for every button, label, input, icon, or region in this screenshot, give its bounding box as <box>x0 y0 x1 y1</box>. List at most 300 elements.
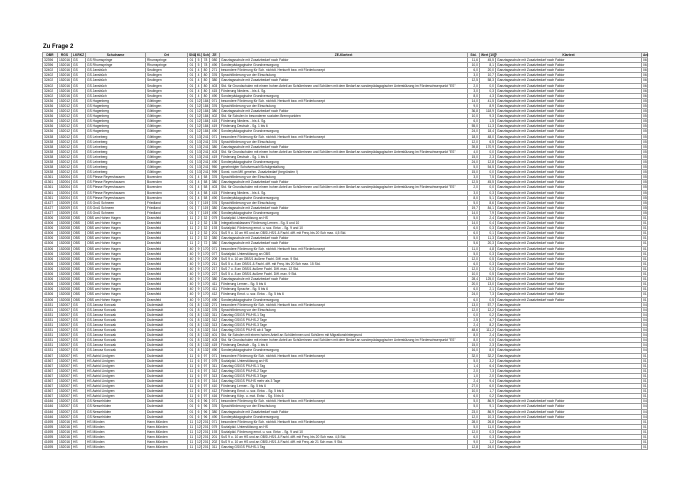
table-cell: 27,0 <box>468 384 480 389</box>
table-cell: OBS <box>72 266 86 271</box>
table-cell: Ganztagsschule mit Zusatzbedarf nach Faktor <box>496 409 642 414</box>
table-cell: HS <box>72 363 86 368</box>
table-cell: 1,2 <box>480 440 496 445</box>
sheet-title: Zu Frage 2 <box>43 44 74 50</box>
table-cell: 32396 <box>43 63 58 68</box>
table-cell: 11 <box>188 353 196 358</box>
table-cell: Duderstadt <box>146 363 188 368</box>
table-cell: 132 <box>203 302 209 307</box>
table-cell: 9,0 <box>468 440 480 445</box>
table-cell: 05 <box>643 114 647 119</box>
table-cell: GS <box>72 180 86 185</box>
table-cell: HS <box>72 429 86 434</box>
table-cell: Friedland <box>146 210 188 215</box>
table-cell: Sonderpädagogische Grundversorgung <box>220 129 468 134</box>
table-cell: Förderung Körp. u. mot. Entw. - Sg. 5 bis 6 <box>220 394 468 399</box>
table-cell: 152007 <box>59 358 71 363</box>
table-cell: 41567 <box>43 379 58 384</box>
table-cell: 01 <box>188 404 196 409</box>
table-cell: 32436 <box>43 109 58 114</box>
table-cell: GS <box>72 312 86 317</box>
table-cell: 05 <box>643 190 647 195</box>
table-cell: Sprachförderung vor der Einschulung <box>220 200 468 205</box>
table-cell: Göttingen <box>146 114 188 119</box>
table-cell: HS Münden <box>86 445 146 450</box>
table-cell: 14,0 <box>468 210 480 215</box>
table-cell: 41567 <box>43 358 58 363</box>
table-cell: Ganztag GS/GS Pfl./HS-3 Tage <box>220 373 468 378</box>
table-cell: 111,2 <box>480 328 496 333</box>
table-cell: 0,0 <box>480 170 496 175</box>
table-cell: 13,0 <box>468 302 480 307</box>
table-cell: Duderstadt <box>146 322 188 327</box>
table-cell: 01 <box>188 83 196 88</box>
table-cell: Ganztag GS/GS Pfl./HS-3 Tage <box>220 322 468 327</box>
table-cell: GS <box>72 205 86 210</box>
table-cell: 01 <box>188 78 196 83</box>
table-cell: 201 <box>210 231 220 236</box>
table-cell: 152008 <box>59 221 71 226</box>
table-cell: Std. für Grundschulen mit einem hohen Anteil an Schülerinnen und Schülern mit dem Bedarf an sonderpädagogischer Unterstützung im Förderschwerpunkt "ES" <box>220 338 468 343</box>
table-cell: GS Groß Schneen <box>86 200 146 205</box>
table-cell: GS <box>72 200 86 205</box>
table-cell: Ganztagsschule mit Zusatzbedarf nach Faktor <box>496 58 642 63</box>
table-cell: Ganztagsschule mit Zusatzbedarf nach Faktor <box>496 129 642 134</box>
table-cell: 05 <box>643 200 647 205</box>
table-cell: GS Jansbüch <box>86 73 146 78</box>
table-cell: GS <box>72 93 86 98</box>
table-cell: OBS <box>72 261 86 266</box>
table-cell: 41,5 <box>480 98 496 103</box>
table-cell: 132 <box>203 317 209 322</box>
table-cell: 6 <box>196 379 202 384</box>
table-cell: Ganztagsschule mit Zusatzbedarf nach Faktor <box>496 287 642 292</box>
table-cell: 9 <box>196 266 202 271</box>
table-cell: Ganztagsschule <box>496 312 642 317</box>
table-cell: 41531 <box>43 322 58 327</box>
table-cell: 01 <box>643 241 647 246</box>
table-cell: GS Hagenberg <box>86 129 146 134</box>
table-cell: Ganztagsschule <box>496 379 642 384</box>
table-cell: GS Hagenberg <box>86 98 146 103</box>
table-cell: 9 <box>196 251 202 256</box>
table-cell: 45,5 <box>480 58 496 63</box>
table-cell: besondere Förderung für Sch. nichtdt. Herkunft bzw. mit Förderkonzept <box>220 399 468 404</box>
table-cell: Ganztagsschule mit Zusatzbedarf nach Faktor <box>496 292 642 297</box>
table-cell: 376 <box>210 73 220 78</box>
table-cell: 01 <box>188 322 196 327</box>
table-cell: 0,4 <box>480 221 496 226</box>
table-cell: 3,0 <box>468 190 480 195</box>
table-cell: SuS 9 u. 10 an HS und an OBS/-HS/1 & Fachl. diff. mit Freq. ab 21 Sch max. 9 Std. <box>220 440 468 445</box>
table-cell: OBS am Hohen Hagen <box>86 292 146 297</box>
table-cell: Sprachförderung vor der Einschulung <box>220 73 468 78</box>
table-cell: 01 <box>188 180 196 185</box>
table-cell: 06 <box>643 63 647 68</box>
table-cell: 9 <box>196 297 202 302</box>
table-cell: 201 <box>203 429 209 434</box>
table-cell: 152012 <box>59 165 71 170</box>
table-cell: 41361 <box>43 195 58 200</box>
table-cell: Ganztagsschule mit Zusatzbedarf nach Faktor <box>220 180 468 185</box>
table-cell: Förderung Nieders. - bis 4. Sg. <box>220 88 468 93</box>
table-cell: 402 <box>210 114 220 119</box>
table-cell: 41506 <box>43 226 58 231</box>
table-cell: 152007 <box>59 302 71 307</box>
table-cell: 170 <box>203 272 209 277</box>
table-cell: 06 <box>643 88 647 93</box>
table-cell: Ganztagsschule mit Zusatzbedarf nach Faktor <box>220 144 468 149</box>
table-cell: 170 <box>203 246 209 251</box>
table-cell: 4,0 <box>468 149 480 154</box>
table-cell: 01 <box>188 73 196 78</box>
table-cell: Duderstadt <box>146 348 188 353</box>
table-cell: Ganztagsschule mit Zusatzbedarf nach Faktor <box>496 261 642 266</box>
table-cell: Ganztagsschule mit Zusatzbedarf nach Faktor <box>496 124 642 129</box>
table-cell: 5,0 <box>468 424 480 429</box>
table-cell: GS <box>72 139 86 144</box>
table-cell: 41531 <box>43 333 58 338</box>
table-body <box>43 58 648 450</box>
table-cell: 0,2 <box>480 312 496 317</box>
table-cell: 12 <box>197 103 201 108</box>
table-cell: 40 <box>188 282 196 287</box>
table-cell: HS <box>72 353 86 358</box>
table-cell: 2,1 <box>480 287 496 292</box>
table-cell: 01 <box>643 445 647 450</box>
table-cell: 05 <box>643 159 647 164</box>
table-cell: 11,6 <box>468 58 480 63</box>
table-cell: Duderstadt <box>146 379 188 384</box>
table-cell: 39,8 <box>468 144 480 149</box>
table-cell: 3,0 <box>468 73 480 78</box>
table-cell: 6,0 <box>468 394 480 399</box>
table-cell: 12 <box>197 119 201 124</box>
table-cell: 152008 <box>59 236 71 241</box>
table-cell: 41361 <box>43 175 58 180</box>
table-cell: Sprachförderung vor der Einschulung <box>220 307 468 312</box>
table-cell: GS Leineberg <box>86 170 146 175</box>
table-cell: Bovenden <box>146 180 188 185</box>
table-cell: 152016 <box>59 88 71 93</box>
table-cell: GS Nesselröden <box>86 414 146 419</box>
table-cell: 04 <box>643 404 647 409</box>
table-cell: 6 <box>196 414 202 419</box>
table-cell: 6 <box>196 404 202 409</box>
table-cell: 0,3 <box>480 190 496 195</box>
table-cell: GS <box>72 119 86 124</box>
table-cell: Ganztagsschule mit Zusatzbedarf nach Faktor <box>496 246 642 251</box>
table-cell: 152004 <box>59 175 71 180</box>
table-cell: 170 <box>203 251 209 256</box>
table-cell: 06 <box>643 78 647 83</box>
table-cell: 06 <box>643 83 647 88</box>
table-cell: 152008 <box>59 246 71 251</box>
table-cell: 7,3 <box>480 292 496 297</box>
table-cell: 32438 <box>43 149 58 154</box>
table-cell: Ganztagsschule mit Zusatzbedarf nach Faktor <box>496 88 642 93</box>
table-cell: 490 <box>210 210 220 215</box>
table-cell: OBS am Hohen Hagen <box>86 266 146 271</box>
table-cell: 12,2 <box>480 307 496 312</box>
table-cell: 9,4 <box>480 379 496 384</box>
table-cell: 2 <box>196 216 202 221</box>
table-cell: OBS am Hohen Hagen <box>86 216 146 221</box>
table-cell: 0,0 <box>480 185 496 190</box>
table-cell: 152008 <box>59 292 71 297</box>
table-cell: 15,0 <box>468 170 480 175</box>
table-cell: GS Hagenberg <box>86 124 146 129</box>
table-cell: Ganztagsschule <box>496 302 642 307</box>
table-cell: Dransfeld <box>146 251 188 256</box>
table-cell: Göttingen <box>146 165 188 170</box>
table-cell: 04 <box>643 312 647 317</box>
table-cell: Ganztagsschule mit Zusatzbedarf nach Faktor <box>220 78 468 83</box>
table-cell: 412 <box>210 292 220 297</box>
table-cell: 96 <box>202 409 210 414</box>
table-cell: 24,0 <box>480 445 496 450</box>
table-cell: SuS 5 u. 8 an OBS/1 & Fachl. diff. mit Freq. bis 20 Sch max. 15 Std. <box>220 261 468 266</box>
table-cell: GS Leineberg <box>86 139 146 144</box>
table-cell: 19,7 <box>468 205 480 210</box>
table-cell: GS <box>72 302 86 307</box>
data-table <box>42 52 648 450</box>
table-cell: Sonderpädagogische Grundversorgung <box>220 93 468 98</box>
table-cell: 01 <box>643 256 647 261</box>
table-cell: GS <box>72 83 86 88</box>
table-cell: GS Plesse Reyershausen <box>86 185 146 190</box>
table-cell: 201 <box>210 435 220 440</box>
table-cell: OBS am Hohen Hagen <box>86 277 146 282</box>
table-cell: 415 <box>210 119 220 124</box>
table-cell: 6 <box>196 409 202 414</box>
table-cell: 01 <box>188 144 196 149</box>
table-cell: 32,2 <box>480 353 496 358</box>
table-cell: 152009 <box>59 210 71 215</box>
table-cell: HS Astrid Lindgren <box>86 358 146 363</box>
table-cell: Ganztagsschule mit Zusatzbedarf nach Faktor <box>496 98 642 103</box>
table-cell: GS <box>72 348 86 353</box>
table-cell: 23,0 <box>468 409 480 414</box>
table-cell: 32 <box>202 236 210 241</box>
table-cell: 119 <box>203 210 209 215</box>
table-cell: Ganztagsschule <box>496 348 642 353</box>
table-cell: Ganztagsschule mit Zusatzbedarf nach Faktor <box>496 210 642 215</box>
table-cell: 152007 <box>59 333 71 338</box>
table-cell: GS <box>72 307 86 312</box>
table-cell: 05 <box>643 98 647 103</box>
table-cell: Ganztagsschule <box>496 373 642 378</box>
table-cell: Ganztagsschule <box>496 440 642 445</box>
table-cell: 28,0 <box>468 419 480 424</box>
table-cell: 071 <box>210 134 220 139</box>
table-cell: 01 <box>643 419 647 424</box>
table-cell: Ganztagsschule mit Zusatzbedarf nach Faktor <box>496 78 642 83</box>
table-cell: 04 <box>643 317 647 322</box>
table-cell: GS Janusz Korczak <box>86 302 146 307</box>
table-cell: Ganztagsschule mit Zusatzbedarf nach Faktor <box>496 231 642 236</box>
table-cell: 04 <box>643 338 647 343</box>
table-cell: GS Janusz Korczak <box>86 312 146 317</box>
table-cell: 41506 <box>43 297 58 302</box>
table-cell: 18,4 <box>480 129 496 134</box>
table-cell: 8 <box>196 312 202 317</box>
table-cell: GS <box>72 170 86 175</box>
table-cell: Ganztagsschule <box>496 384 642 389</box>
table-cell: 9 <box>196 287 202 292</box>
table-cell: GS <box>72 210 86 215</box>
table-cell: HS <box>72 394 86 399</box>
table-cell: 41506 <box>43 292 58 297</box>
table-cell: 376 <box>210 103 220 108</box>
table-cell: 8 <box>196 307 202 312</box>
table-cell: Sonderpädagogische Grundversorgung <box>220 159 468 164</box>
table-cell: Sprachförderung vor der Einschulung <box>220 139 468 144</box>
table-cell: 152016 <box>59 83 71 88</box>
table-cell: Göttingen <box>146 103 188 108</box>
table-cell: HS <box>72 419 86 424</box>
table-cell: 01 <box>643 384 647 389</box>
table-cell: 313 <box>210 373 220 378</box>
table-cell: 376 <box>210 175 220 180</box>
table-cell: HS <box>72 379 86 384</box>
table-cell: Ganztagsschule <box>496 424 642 429</box>
table-cell: Duderstadt <box>146 312 188 317</box>
table-cell: 13 <box>197 139 201 144</box>
table-cell: 80 <box>202 78 210 83</box>
table-cell: Dransfeld <box>146 221 188 226</box>
table-cell: Duderstadt <box>146 358 188 363</box>
table-cell: 40 <box>188 287 196 292</box>
table-cell: 40 <box>188 251 196 256</box>
table-cell: 32436 <box>43 103 58 108</box>
table-cell: 41427 <box>43 210 58 215</box>
table-cell: Duderstadt <box>146 394 188 399</box>
table-cell: 24,0 <box>468 159 480 164</box>
table-cell: 10,7 <box>480 73 496 78</box>
table-cell: 311 <box>210 363 220 368</box>
table-cell: 071 <box>210 98 220 103</box>
table-cell: 6 <box>196 358 202 363</box>
table-cell: 01 <box>643 292 647 297</box>
table-cell: 01 <box>188 88 196 93</box>
table-cell: 04 <box>643 333 647 338</box>
table-cell: Seulingen <box>146 78 188 83</box>
table-cell: 152007 <box>59 363 71 368</box>
table-cell: 6 <box>196 353 202 358</box>
table-cell: 079 <box>210 216 220 221</box>
table-cell: 11 <box>188 363 196 368</box>
table-cell: 170,9 <box>480 144 496 149</box>
column-header: Anl <box>643 53 649 57</box>
table-cell: 6 <box>196 394 202 399</box>
table-cell: 193 <box>210 429 220 434</box>
table-cell: 5,0 <box>468 165 480 170</box>
table-cell: 380 <box>210 409 220 414</box>
table-cell: 97 <box>202 384 210 389</box>
table-cell: 97 <box>202 363 210 368</box>
table-cell: 380 <box>210 78 220 83</box>
table-cell: 152004 <box>59 180 71 185</box>
table-cell: 12 <box>197 114 201 119</box>
table-cell: 184 <box>203 119 209 124</box>
table-cell: GS Hagenberg <box>86 109 146 114</box>
table-cell: 40 <box>188 246 196 251</box>
table-cell: 05 <box>643 205 647 210</box>
table-cell: Duderstadt <box>146 409 188 414</box>
table-cell: 01 <box>643 287 647 292</box>
table-cell: 152007 <box>59 389 71 394</box>
table-cell: Göttingen <box>146 170 188 175</box>
table-cell: 55,0 <box>468 124 480 129</box>
table-cell: 01 <box>643 272 647 277</box>
table-cell: 01 <box>643 297 647 302</box>
table-cell: Ganztagsschule mit Zusatzbedarf nach Faktor <box>496 251 642 256</box>
table-cell: GS Janusz Korczak <box>86 333 146 338</box>
table-cell: 6,0 <box>468 68 480 73</box>
table-cell: OBS <box>72 297 86 302</box>
table-cell: 0,3 <box>480 88 496 93</box>
table-cell: HS <box>72 435 86 440</box>
table-cell: 7,3 <box>480 368 496 373</box>
table-cell: 152007 <box>59 343 71 348</box>
table-cell: GS <box>72 114 86 119</box>
table-cell: 2,0 <box>480 373 496 378</box>
table-cell: Förderung Deutsch - Sg. 1 bis 6 <box>220 154 468 159</box>
table-cell: 04 <box>643 348 647 353</box>
table-cell: 0,0 <box>468 312 480 317</box>
table-cell: Ganztagsschule mit Zusatzbedarf nach Faktor <box>220 109 468 114</box>
table-cell: 312 <box>210 368 220 373</box>
table-cell: SuS 7 u. 8 an OBS/1 äußere Fachl. Diff. max. 12 Std. <box>220 266 468 271</box>
table-cell: 6,0 <box>468 297 480 302</box>
table-cell: 97 <box>202 394 210 399</box>
table-cell: HS Astrid Lindgren <box>86 353 146 358</box>
table-cell: 0,3 <box>480 226 496 231</box>
table-cell: 97 <box>202 379 210 384</box>
table-cell: 6,0 <box>468 231 480 236</box>
table-cell: 2 <box>196 221 202 226</box>
table-cell: GS Plesse Reyershausen <box>86 175 146 180</box>
table-cell: 01 <box>188 302 196 307</box>
table-cell: 04 <box>643 343 647 348</box>
table-cell: GS <box>72 343 86 348</box>
table-cell: 41506 <box>43 287 58 292</box>
table-cell: 8,9 <box>480 103 496 108</box>
table-cell: 152016 <box>59 63 71 68</box>
table-cell: Ganztagsschule mit Zusatzbedarf nach Faktor <box>496 282 642 287</box>
table-cell: 241 <box>203 159 209 164</box>
table-cell: GS <box>72 134 86 139</box>
table-cell: 05 <box>643 134 647 139</box>
table-cell: 01 <box>643 424 647 429</box>
table-cell: 4 <box>196 78 202 83</box>
table-cell: 202 <box>210 440 220 445</box>
table-cell: 41506 <box>43 272 58 277</box>
table-cell: Ganztagsschule mit Zusatzbedarf nach Faktor <box>496 109 642 114</box>
table-cell: Förderung Deutsch - Sg. 1 bis 6 <box>220 343 468 348</box>
table-cell: 376 <box>210 404 220 409</box>
table-cell: Seulingen <box>146 73 188 78</box>
table-cell: 170 <box>203 282 209 287</box>
table-cell: 12 <box>197 98 201 103</box>
table-cell: 201 <box>203 424 209 429</box>
table-cell: HS <box>72 424 86 429</box>
table-cell: 04 <box>643 302 647 307</box>
table-cell: 152008 <box>59 216 71 220</box>
table-cell: 11 <box>188 429 196 434</box>
table-cell: 01 <box>643 261 647 266</box>
